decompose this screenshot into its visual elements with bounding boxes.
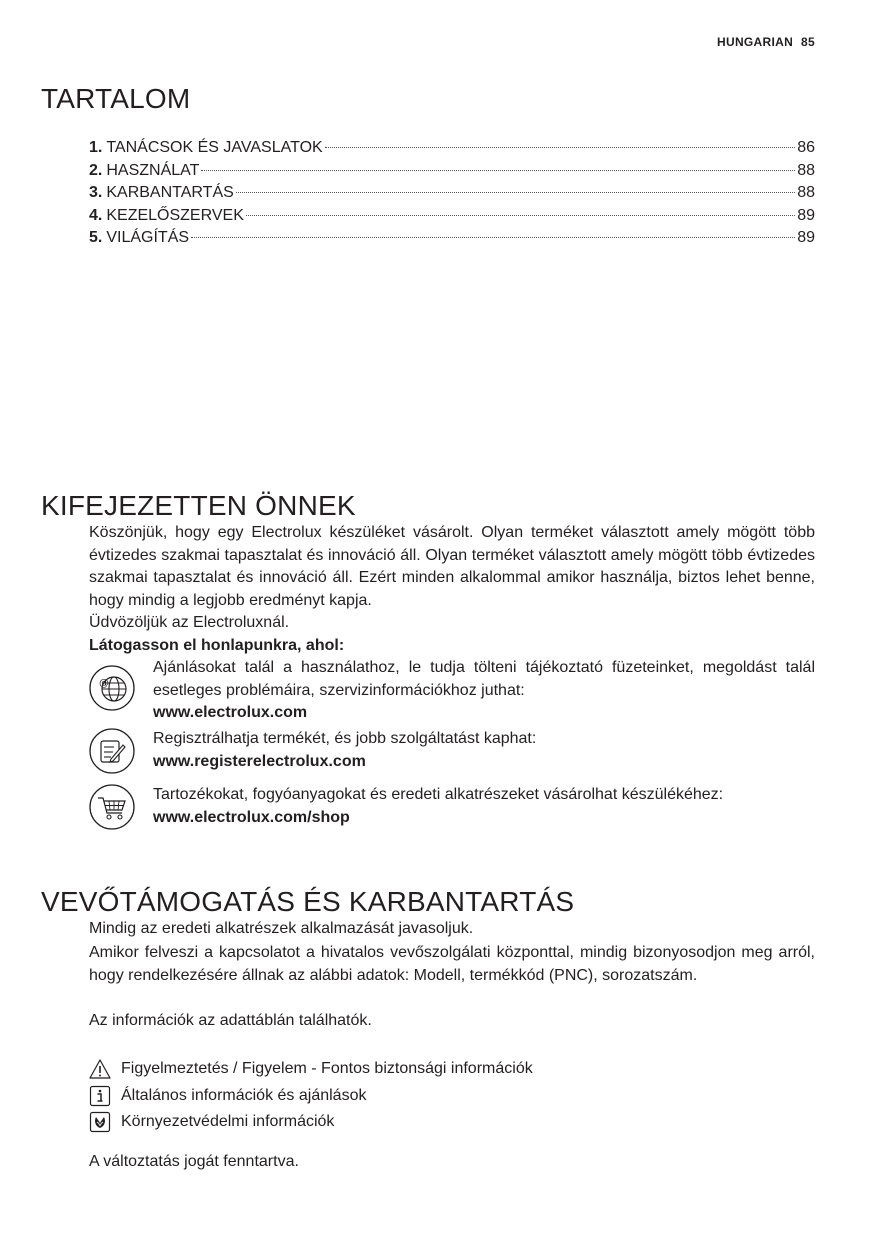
legend-warning <box>89 1058 533 1080</box>
legend-environment <box>89 1111 334 1133</box>
website-link[interactable]: www.electrolux.com <box>153 704 308 721</box>
legend-warning-text: Figyelmeztetés / Figyelem - Fontos biztonsági információk <box>121 1060 533 1077</box>
visit-item-website <box>89 657 815 725</box>
toc-entry-page: 88 <box>797 184 815 201</box>
toc-entry-page: 88 <box>797 161 815 179</box>
toc-leader <box>325 147 796 148</box>
toc-entry-label: KEZELŐSZERVEK <box>106 206 244 224</box>
page-header <box>717 35 815 49</box>
table-of-contents <box>89 137 815 250</box>
shop-description: Tartozékokat, fogyóanyagokat és eredeti alkatrészeket vásárolhat készülékéhez: <box>153 786 724 803</box>
svg-text:@: @ <box>99 678 109 689</box>
welcome-text: Üdvözöljük az Electroluxnál. <box>89 614 290 631</box>
support-paragraph: Amikor felveszi a kapcsolatot a hivatalos vevőszolgálati központtal, mindig bizonyosodjon meg arról, hogy rendelkezésére állnak az alábbi adatok: Modell, termékkód (PNC), sorozatszám. <box>89 944 815 984</box>
toc-entry-label: HASZNÁLAT <box>106 161 200 179</box>
toc-entry-number: 5. <box>89 229 103 246</box>
toc-entry-page: 86 <box>797 139 815 156</box>
intro-title: KIFEJEZETTEN ÖNNEK <box>41 490 356 521</box>
register-icon <box>89 728 135 774</box>
toc-leader <box>191 237 795 238</box>
register-link[interactable]: www.registerelectrolux.com <box>153 752 366 770</box>
intro-paragraph: Köszönjük, hogy egy Electrolux készüléket vásárolt. Olyan terméket választott amely mögött több évtizedes szakmai tapasztalat és innováció áll. Olyan terméket választott amely mögött több évtizedes szakmai tapasztalat és innováció áll. Ezért minden alkalommal amikor használja, biztos lehet benne, hogy mindig a legjobb eredményt kapja. <box>89 524 815 609</box>
visit-heading: Látogasson el honlapunkra, ahol: <box>89 636 345 654</box>
toc-entry-label: KARBANTARTÁS <box>106 184 234 201</box>
toc-entry-number: 3. <box>89 184 103 201</box>
toc-entry[interactable] <box>89 182 815 205</box>
toc-title: TARTALOM <box>41 83 191 114</box>
page-number: 85 <box>801 35 815 49</box>
toc-entry[interactable] <box>89 137 815 160</box>
language-label: HUNGARIAN <box>717 35 794 49</box>
footer-note: A változtatás jogát fenntartva. <box>89 1153 299 1170</box>
visit-item-register <box>89 728 815 778</box>
website-description: Ajánlásokat talál a használathoz, le tudja tölteni tájékoztató füzeteinket, megoldást talál esetleges problémáira, szervizinformációkhoz juthat: <box>153 659 815 699</box>
visit-item-shop <box>89 784 815 834</box>
toc-entry[interactable] <box>89 205 815 228</box>
toc-entry-label: TANÁCSOK ÉS JAVASLATOK <box>106 139 323 156</box>
info-icon <box>89 1085 111 1107</box>
toc-entry-page: 89 <box>797 206 815 224</box>
support-line-1: Mindig az eredeti alkatrészek alkalmazását javasoljuk. <box>89 920 474 937</box>
globe-icon <box>89 665 135 711</box>
environment-icon <box>89 1111 111 1133</box>
toc-entry[interactable] <box>89 160 815 183</box>
support-title: VEVŐTÁMOGATÁS ÉS KARBANTARTÁS <box>41 886 575 917</box>
shop-link[interactable]: www.electrolux.com/shop <box>153 808 350 826</box>
toc-entry-number: 4. <box>89 206 103 224</box>
toc-leader <box>236 192 795 193</box>
warning-icon <box>89 1058 111 1080</box>
register-description: Regisztrálhatja termékét, és jobb szolgáltatást kaphat: <box>153 730 537 747</box>
toc-entry-number: 2. <box>89 161 103 179</box>
legend-environment-text: Környezetvédelmi információk <box>121 1113 335 1130</box>
toc-entry-page: 89 <box>797 229 815 246</box>
toc-entry-number: 1. <box>89 139 103 156</box>
toc-entry-label: VILÁGÍTÁS <box>106 229 190 246</box>
symbol-legend <box>89 1058 815 1138</box>
toc-leader <box>201 170 795 171</box>
legend-info-text: Általános információk és ajánlások <box>121 1087 367 1104</box>
toc-entry[interactable] <box>89 227 815 250</box>
toc-leader <box>246 215 795 216</box>
cart-icon <box>89 784 135 830</box>
legend-info <box>89 1085 366 1107</box>
support-line-3: Az információk az adattáblán találhatók. <box>89 1011 372 1029</box>
